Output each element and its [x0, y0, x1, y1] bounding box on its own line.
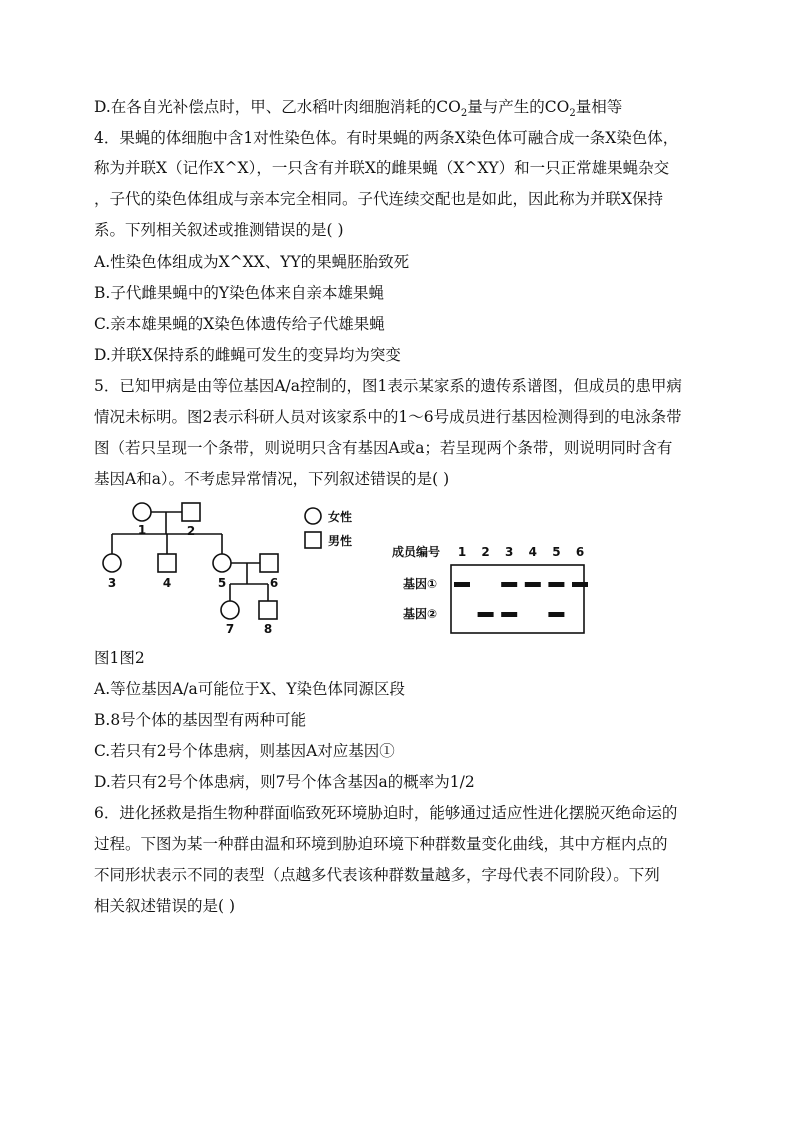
gel-figure: [388, 538, 593, 636]
pedigree-member-8-male: [259, 601, 277, 619]
pedigree-figure: [90, 498, 380, 638]
legend-female-label: 女性: [328, 510, 353, 524]
gel-lane-label-1: 1: [457, 545, 467, 559]
q6-stem-line-3: 不同形状表示不同的表型（点越多代表该种群数量越多，字母代表不同阶段）。下列: [94, 866, 660, 884]
pedigree-member-6-male: [260, 554, 278, 572]
q3-d-sub-2: 2: [569, 108, 576, 120]
gel-band-gene1-lane-6: [572, 582, 588, 587]
q6-stem-line-2: 过程。下图为某一种群由温和环境到胁迫环境下种群数量变化曲线，其中方框内点的: [94, 835, 668, 853]
q5-option-c: C.若只有2号个体患病，则基因A对应基因①: [94, 742, 395, 760]
pedigree-member-1-female: [133, 503, 151, 521]
gel-lane-label-3: 3: [505, 545, 514, 559]
q3-d-text-2: 量与产生的CO: [467, 98, 570, 116]
gel-band-gene1-lane-4: [525, 582, 541, 587]
q4-option-a: A.性染色体组成为X^XX、YY的果蝇胚胎致死: [94, 253, 410, 271]
pedigree-label-4: 4: [162, 576, 172, 590]
figure-caption: 图1图2: [94, 649, 145, 667]
legend-female-symbol: [305, 508, 321, 524]
gel-lane-label-5: 5: [552, 545, 561, 559]
q5-stem-line-3: 图（若只呈现一个条带，则说明只含有基因A或a；若呈现两个条带，则说明同时含有: [94, 439, 673, 457]
gel-band-gene1-lane-3: [501, 582, 517, 587]
gel-box: [451, 565, 584, 633]
q4-option-b: B.子代雌果蝇中的Y染色体来自亲本雄果蝇: [94, 284, 385, 302]
q3-d-text-3: 量相等: [575, 98, 623, 116]
gel-band-gene2-lane-5: [548, 612, 564, 617]
pedigree-member-5-female: [213, 554, 231, 572]
q5-option-b: B.8号个体的基因型有两种可能: [94, 711, 307, 729]
q4-stem-line-2: 称为并联X（记作X^X），一只含有并联X的雌果蝇（X^XY）和一只正常雄果蝇杂交: [94, 159, 670, 177]
q4-option-c: C.亲本雄果蝇的X染色体遗传给子代雄果蝇: [94, 315, 385, 333]
legend-male-symbol: [305, 532, 321, 548]
pedigree-label-3: 3: [107, 576, 117, 590]
q4-option-d: D.并联X保持系的雌蝇可发生的变异均为突变: [94, 346, 401, 364]
pedigree-label-8: 8: [263, 622, 273, 636]
gel-gene1-label: 基因①: [403, 577, 438, 591]
gel-lane-label-6: 6: [575, 545, 585, 559]
pedigree-label-1: 1: [137, 523, 147, 537]
q3-d-text-1: D.在各自光补偿点时，甲、乙水稻叶肉细胞消耗的CO: [94, 98, 461, 116]
q5-option-d: D.若只有2号个体患病，则7号个体含基因a的概率为1/2: [94, 773, 475, 791]
gel-header: 成员编号: [392, 545, 441, 559]
gel-band-gene2-lane-3: [501, 612, 517, 617]
pedigree-label-2: 2: [186, 524, 196, 538]
q6-stem-line-1: 6．进化拯救是指生物种群面临致死环境胁迫时，能够通过适应性进化摆脱灭绝命运的: [94, 804, 678, 822]
q5-stem-line-2: 情况未标明。图2表示科研人员对该家系中的1～6号成员进行基因检测得到的电泳条带: [94, 408, 682, 426]
gel-lane-label-2: 2: [481, 545, 490, 559]
pedigree-member-7-female: [221, 601, 239, 619]
q4-stem-line-3: ，子代的染色体组成与亲本完全相同。子代连续交配也是如此，因此称为并联X保持: [94, 190, 664, 208]
pedigree-label-6: 6: [269, 576, 279, 590]
pedigree-member-4-male: [158, 554, 176, 572]
gel-gene2-label: 基因②: [403, 607, 438, 621]
q4-stem-line-1: 4．果蝇的体细胞中含1对性染色体。有时果蝇的两条X染色体可融合成一条X染色体，: [94, 129, 679, 147]
q5-stem-line-4: 基因A和a）。不考虑异常情况，下列叙述错误的是( ): [94, 470, 450, 488]
q4-stem-line-4: 系。下列相关叙述或推测错误的是( ): [94, 221, 344, 239]
q6-stem-line-4: 相关叙述错误的是( ): [94, 897, 236, 915]
q3-option-d: [94, 97, 622, 124]
pedigree-label-7: 7: [225, 622, 235, 636]
gel-band-gene1-lane-1: [454, 582, 470, 587]
q5-option-a: A.等位基因A/a可能位于X、Y染色体同源区段: [94, 680, 406, 698]
q5-stem-line-1: 5．已知甲病是由等位基因A/a控制的，图1表示某家系的遗传系谱图，但成员的患甲病: [94, 377, 682, 395]
q3-d-sub-1: 2: [460, 108, 468, 120]
gel-band-gene1-lane-5: [548, 582, 564, 587]
pedigree-member-3-female: [103, 554, 121, 572]
pedigree-member-2-male: [182, 503, 200, 521]
pedigree-label-5: 5: [217, 576, 227, 590]
gel-band-gene2-lane-2: [478, 612, 494, 617]
gel-lane-label-4: 4: [528, 545, 537, 559]
legend-male-label: 男性: [328, 534, 353, 548]
